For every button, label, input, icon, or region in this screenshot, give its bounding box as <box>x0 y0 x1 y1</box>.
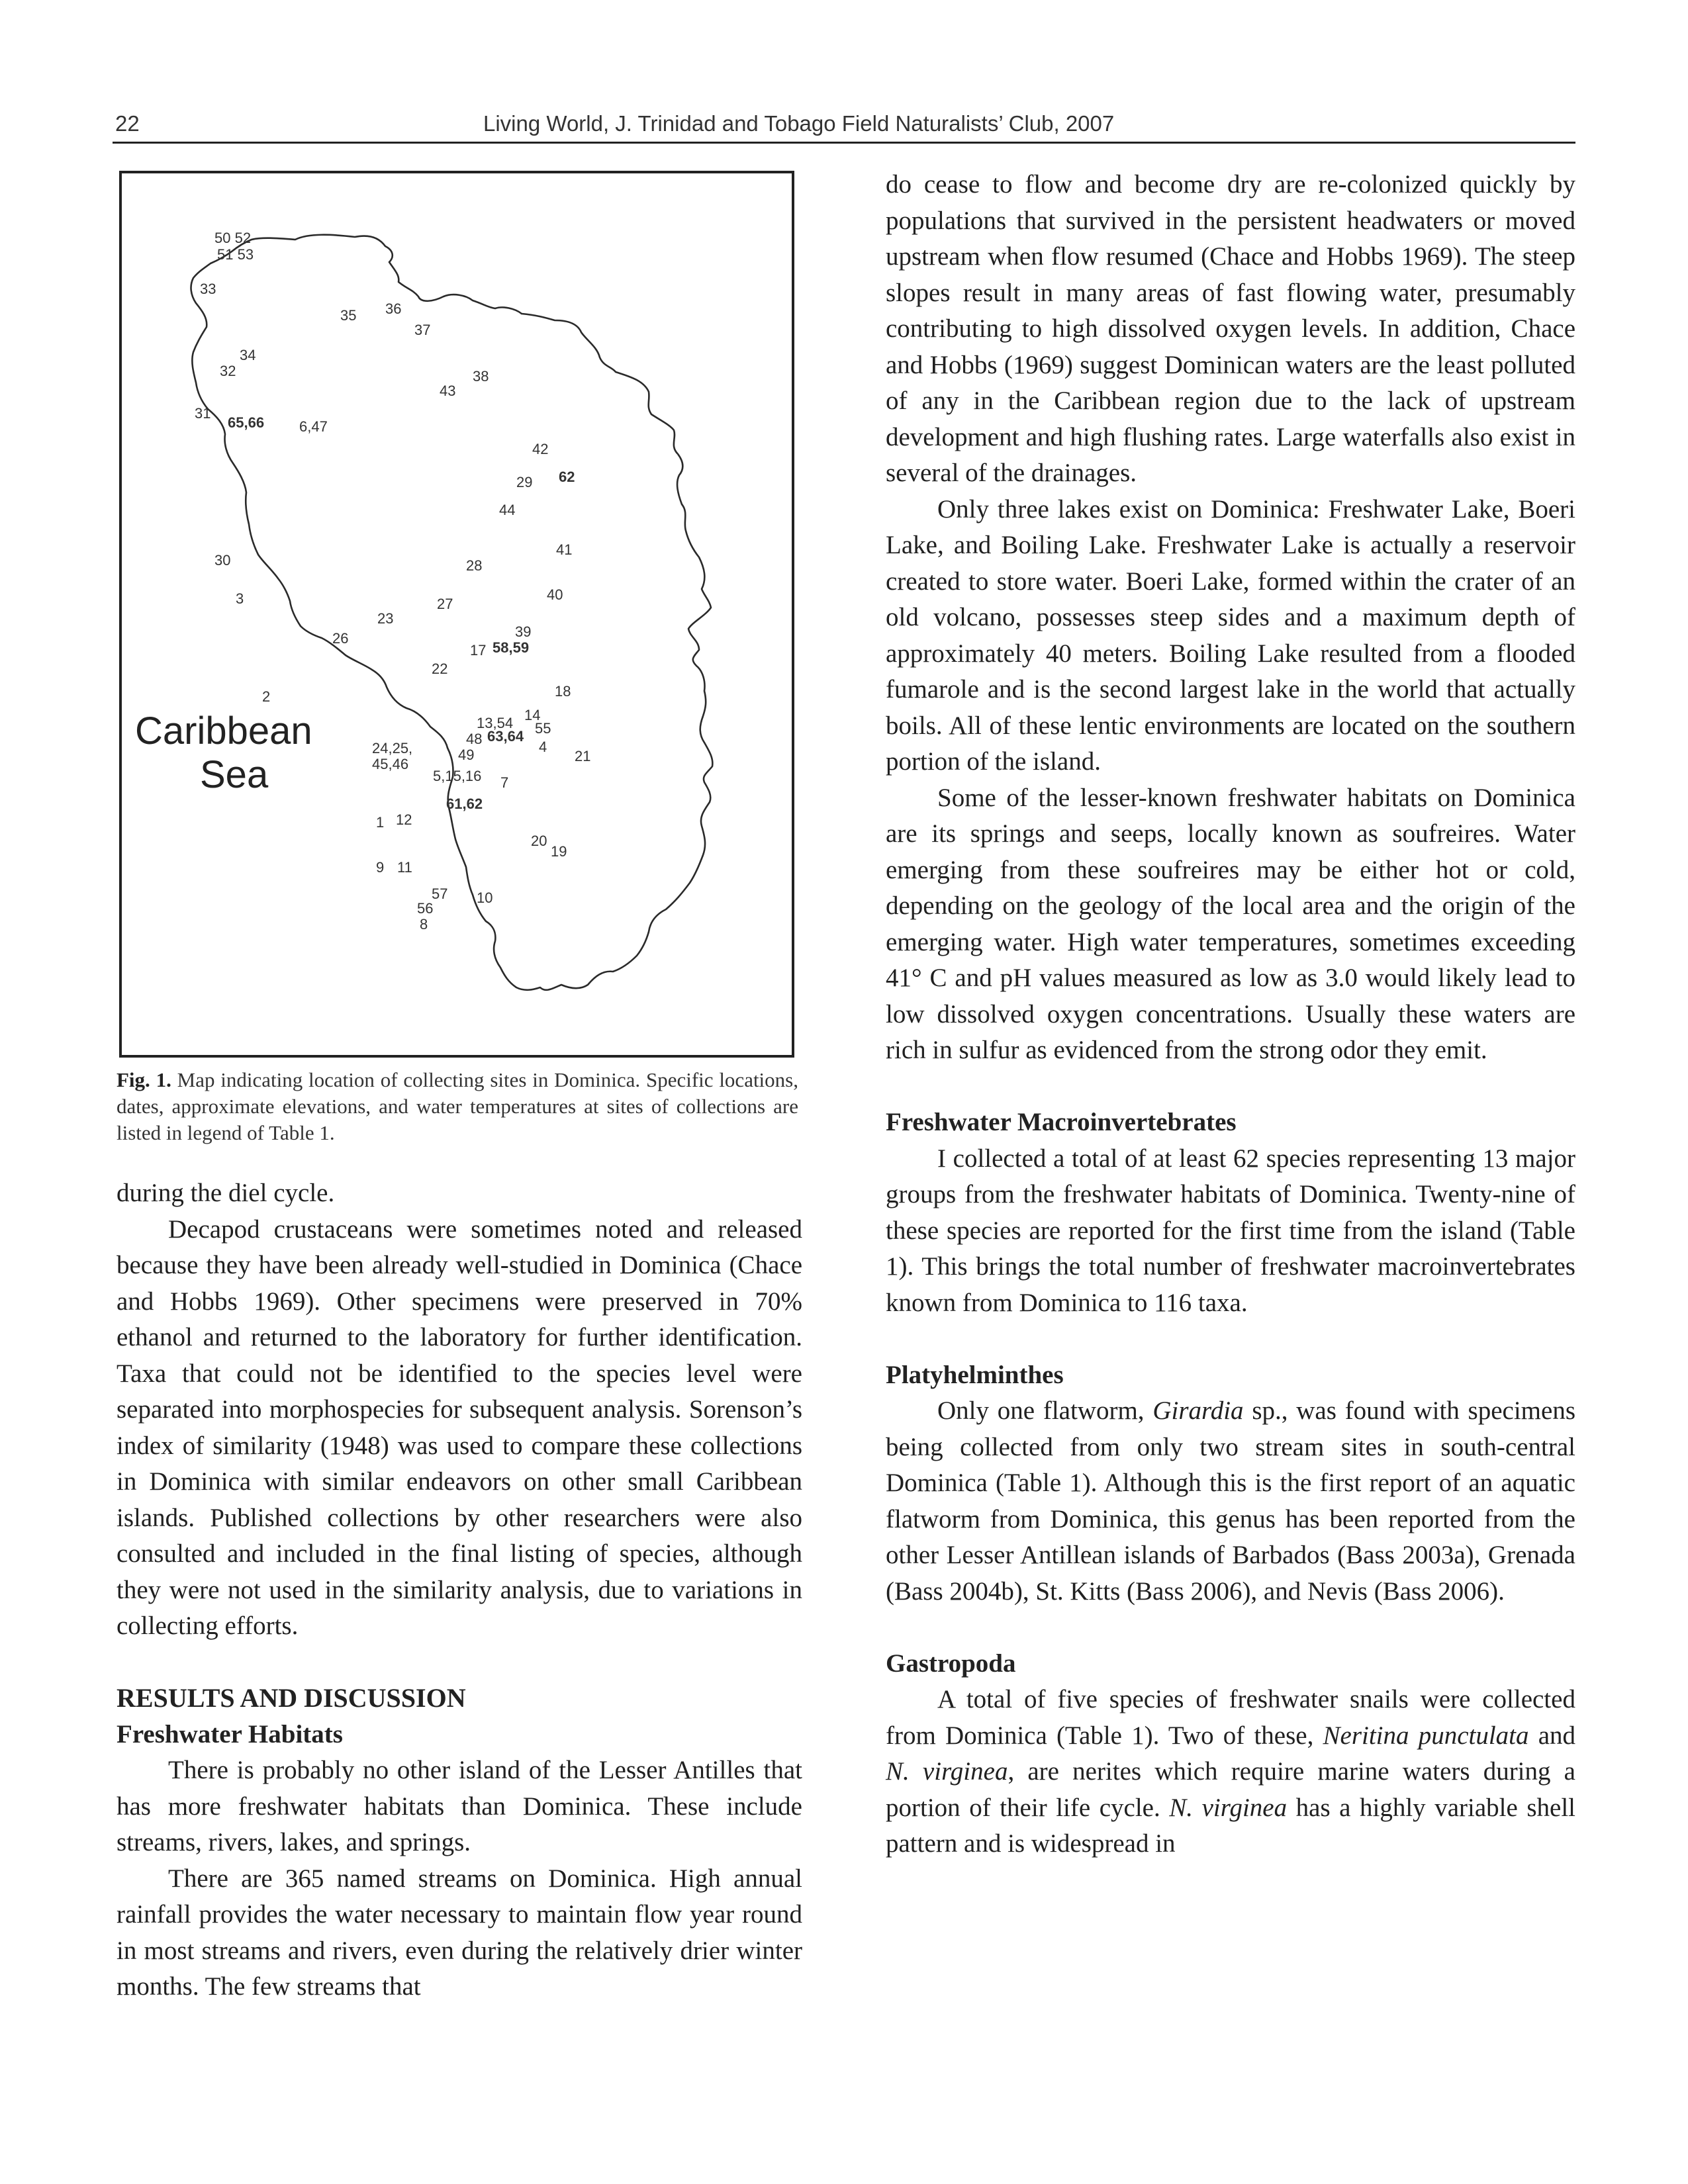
site-label-l36: 36 <box>385 300 402 317</box>
site-label-l65_66: 65,66 <box>228 414 265 431</box>
site-label-l63_64: 63,64 <box>487 728 524 745</box>
site-label-l9: 9 <box>376 859 385 876</box>
sea-label-caribbean: Caribbean <box>135 709 312 752</box>
paragraph-gastropoda: A total of five species of freshwater snails were collected from Dominica (Table 1). Two of these, Neritina punctulata and N. virginea, are nerites which require marine waters during a portion of their life cycle. N. virginea has a highly variable shell pattern and is widespread in <box>886 1685 1575 1858</box>
figure-map <box>119 171 794 1058</box>
site-label-l48: 48 <box>466 731 483 747</box>
site-label-l10: 10 <box>477 889 493 906</box>
page-number: 22 <box>115 111 140 136</box>
site-label-l30: 30 <box>214 552 231 569</box>
paragraph-habitats: There is probably no other island of the Lesser Antilles that has more freshwater habitats than Dominica. These include streams, rivers, lakes, and springs. <box>117 1756 802 1856</box>
right-column <box>886 167 1575 1862</box>
site-label-l28: 28 <box>466 557 483 574</box>
heading-results-discussion: RESULTS AND DISCUSSION <box>117 1683 466 1713</box>
site-label-l33: 33 <box>200 281 216 297</box>
site-label-l18: 18 <box>555 683 571 700</box>
heading-freshwater-habitats: Freshwater Habitats <box>117 1719 343 1749</box>
site-label-l13_54: 13,54 <box>477 715 514 731</box>
running-title: Living World, J. Trinidad and Tobago Field Naturalists’ Club, 2007 <box>483 111 1115 136</box>
site-label-l49: 49 <box>458 747 475 763</box>
site-label-l26: 26 <box>332 630 349 647</box>
site-label-l2: 2 <box>262 688 271 705</box>
site-label-l55: 55 <box>535 720 551 737</box>
heading-gastropoda: Gastropoda <box>886 1649 1016 1678</box>
site-label-l3: 3 <box>236 590 244 607</box>
site-label-l37: 37 <box>414 322 431 338</box>
paragraph-platyhelminthes: Only one flatworm, Girardia sp., was found with specimens being collected from only two stream sites in south-central Dominica (Table 1). Although this is the first report of an aquatic flatworm from Dominica, this genus has been reported from the other Lesser Antillean islands of Barbados (Bass 2003a), Grenada (Bass 2004b), St. Kitts (Bass 2006), and Nevis (Bass 2006). <box>886 1396 1575 1606</box>
site-label-l29: 29 <box>516 474 533 490</box>
paragraph-lakes: Only three lakes exist on Dominica: Freshwater Lake, Boeri Lake, and Boiling Lake. Freshwater Lake is actually a reservoir created to store water. Boeri Lake, formed within the crater of an old volcano, possesses steep sides and a maximum depth of approximately 40 meters. Boiling Lake resulted from a flooded fumarole and is the second largest lake in the world that actually boils. All of these lentic environments are located on the southern portion of the island. <box>886 494 1575 776</box>
site-label-l5_15_16: 5,15,16 <box>433 768 482 784</box>
site-label-l34: 34 <box>240 347 256 363</box>
site-label-l1: 1 <box>376 814 385 831</box>
site-label-l41: 41 <box>556 541 573 558</box>
site-label-l7: 7 <box>500 774 509 791</box>
site-label-l17: 17 <box>470 642 487 659</box>
taxon-n-virginea: N. virginea <box>886 1757 1008 1786</box>
site-label-l19: 19 <box>551 843 567 860</box>
site-label-l32: 32 <box>220 363 236 379</box>
paragraph-decapod: Decapod crustaceans were sometimes noted and released because they have been already well-studied in Dominica (Chace and Hobbs 1969). Other specimens were preserved in 70% ethanol and returned to the laboratory for further identification. Taxa that could not be identified to the species level were separated into morphospecies for subsequent analysis. Sorenson’s index of similarity (1948) was used to compare these collections in Dominica with similar endeavors on other small Caribbean islands. Published collections by other researchers were also consulted and included in the final listing of species, although they were not used in the similarity analysis, due to variations in collecting efforts. <box>117 1214 802 1640</box>
site-label-l62: 62 <box>559 469 575 485</box>
site-label-l42: 42 <box>532 441 549 457</box>
site-label-l14: 14 <box>524 707 541 723</box>
site-label-l50_52: 50 52 <box>214 230 252 246</box>
taxon-neritina-punctulata: Neritina punctulata <box>1323 1721 1529 1750</box>
paragraph-macroinvertebrates: I collected a total of at least 62 species representing 13 major groups from the freshwater habitats of Dominica. Twenty-nine of these species are reported for the first time from the island (Table 1). This brings the total number of freshwater macroinvertebrates known from Dominica to 116 taxa. <box>886 1144 1575 1317</box>
paragraph-springs: Some of the lesser-known freshwater habitats on Dominica are its springs and seeps, locally known as soufreires. Water emerging from these soufreires may be either hot or cold, depending on the geology of the local area and the origin of the emerging water. High water temperatures, sometimes exceeding 41° C and pH values measured as low as 3.0 would likely lead to low dissolved oxygen concentrations. Usually these waters are rich in sulfur as evidenced from the strong odor they emit. <box>886 783 1575 1064</box>
island-outline <box>191 235 713 990</box>
site-label-l6_47: 6,47 <box>299 418 328 435</box>
dominica-map <box>122 173 792 1055</box>
paragraph-streams: There are 365 named streams on Dominica. High annual rainfall provides the water necessary to maintain flow year round in most streams and rivers, even during the relatively drier winter months. The few streams that <box>117 1864 802 2001</box>
site-label-l8: 8 <box>420 916 428 933</box>
site-label-l23: 23 <box>377 610 394 627</box>
site-label-l51_53: 51 53 <box>217 246 254 263</box>
sea-label-sea: Sea <box>200 753 269 796</box>
site-label-l35: 35 <box>340 307 357 324</box>
running-header <box>113 109 1575 144</box>
paragraph-streams-cont: do cease to flow and become dry are re-colonized quickly by populations that survived in the persistent headwaters or moved upstream when flow resumed (Chace and Hobbs 1969). The steep slopes result in many areas of fast flowing water, presumably contributing to high dissolved oxygen levels. In addition, Chace and Hobbs (1969) suggest Dominican waters are the least polluted of any in the Caribbean region due to the lack of upstream development and high flushing rates. Large waterfalls also exist in several of the drainages. <box>886 170 1575 487</box>
site-label-l39: 39 <box>515 623 532 640</box>
taxon-n-virginea-2: N. virginea <box>1169 1793 1288 1822</box>
site-label-l12: 12 <box>396 811 412 828</box>
site-label-l4: 4 <box>539 739 547 755</box>
site-label-l58_59: 58,59 <box>492 639 530 656</box>
site-label-l22: 22 <box>432 660 448 677</box>
heading-macroinvertebrates: Freshwater Macroinvertebrates <box>886 1108 1237 1136</box>
site-label-l44: 44 <box>499 502 516 518</box>
site-label-l27: 27 <box>437 596 453 612</box>
heading-platyhelminthes: Platyhelminthes <box>886 1360 1064 1389</box>
figure-caption <box>117 1067 798 1146</box>
left-column <box>117 1175 802 2005</box>
site-label-l61_62: 61,62 <box>446 796 483 812</box>
caption-text: Map indicating location of collecting sites in Dominica. Specific locations, dates, approximate elevations, and water temperatures at sites of collections are listed in legend of Table 1. <box>117 1068 798 1144</box>
site-label-l20: 20 <box>531 833 547 849</box>
site-label-l45_46: 45,46 <box>372 756 409 772</box>
site-label-l57: 57 <box>432 886 448 902</box>
site-label-l43: 43 <box>440 383 456 399</box>
site-label-l24_25: 24,25, <box>372 740 413 756</box>
site-label-l40: 40 <box>547 586 563 603</box>
site-label-l31: 31 <box>195 405 211 422</box>
site-label-l21: 21 <box>575 748 591 764</box>
site-label-l56: 56 <box>417 900 434 917</box>
caption-label: Fig. 1. <box>117 1068 171 1091</box>
taxon-girardia: Girardia <box>1152 1396 1244 1425</box>
site-label-l11: 11 <box>397 859 412 876</box>
paragraph-diel-cycle: during the diel cycle. <box>117 1179 335 1207</box>
site-label-l38: 38 <box>473 368 489 385</box>
